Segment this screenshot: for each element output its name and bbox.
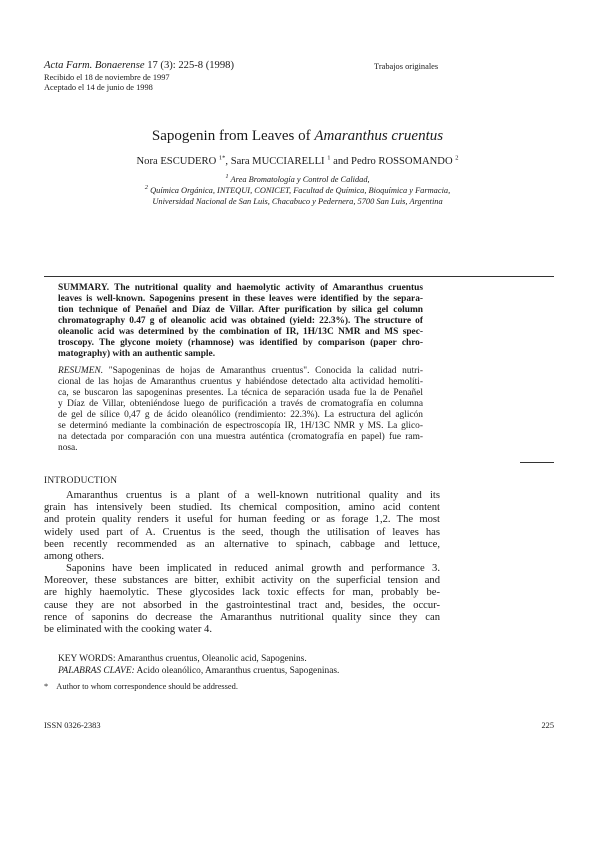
keywords-label: KEY WORDS: bbox=[58, 654, 116, 664]
accepted-date: Aceptado el 14 de junio de 1998 bbox=[44, 83, 153, 92]
paper-title bbox=[0, 127, 595, 145]
palabras-clave-text: Acido oleanólico, Amaranthus cruentus, Sapogeninas. bbox=[134, 666, 340, 676]
journal-citation bbox=[44, 60, 234, 73]
paragraph-line: Moreover, these substances are bitter, exhibit activity on the superficial tension and bbox=[44, 575, 440, 587]
author-affiliation-mark: 1* bbox=[218, 154, 226, 162]
summary-line: SUMMARY. The nutritional quality and haemolytic activity of Amaranthus cruentus bbox=[58, 283, 423, 293]
paragraph-line: been recently recommended as an alternative to spinach, cabbage and lettuce, bbox=[44, 538, 440, 550]
summary-label: SUMMARY. bbox=[58, 283, 110, 293]
affiliation-line bbox=[0, 186, 595, 196]
resumen-line: y Díaz de Villar, obteniéndose luego de purificación a través de cromatografía en columna bbox=[58, 399, 423, 409]
resumen-line: cional de las hojas de Amaranthus cruentus y habiéndose detectado alta actividad hemolíti- bbox=[58, 377, 423, 387]
footnote-mark: * bbox=[44, 682, 49, 691]
issn: ISSN 0326-2383 bbox=[44, 721, 101, 730]
summary-line: matography) with an authentic sample. bbox=[58, 349, 216, 359]
abstract-end-rule bbox=[520, 462, 554, 463]
affiliation-text: Area Bromatología y Control de Calidad, bbox=[228, 175, 370, 184]
paragraph-line: Amaranthus cruentus is a plant of a well-known nutritional quality and its bbox=[66, 490, 440, 501]
footnote bbox=[44, 682, 238, 692]
author-name: and Pedro ROSSOMANDO bbox=[330, 156, 456, 167]
resumen-line: RESUMEN. "Sapogeninas de hojas de Amaranthus cruentus". Conocida la calidad nutri- bbox=[58, 366, 423, 376]
title-text: Sapogenin from Leaves of bbox=[151, 128, 315, 144]
summary-block bbox=[58, 283, 423, 360]
resumen-block bbox=[58, 366, 423, 454]
resumen-line: na detectada por comparación con una muestra auténtica (cromatografía en papel) fue ram- bbox=[58, 432, 423, 442]
title-species: Amaranthus cruentus bbox=[314, 128, 444, 144]
resumen-line: ca, se buscaron las sapogeninas presentes. La técnica de separación usada fue la de Penañel bbox=[58, 388, 423, 398]
summary-line: oleanolic acid was determined by the combination of IR, 1H/13C NMR and MS spec- bbox=[58, 327, 423, 337]
affiliation-mark: 2 bbox=[144, 184, 149, 192]
footnote-text: Author to whom correspondence should be addressed. bbox=[56, 682, 238, 691]
paragraph-line: and protein quality renders it useful for human feeding or as forage 1,2. The most bbox=[44, 514, 440, 526]
keywords-text: Amaranthus cruentus, Oleanolic acid, Sapogenins. bbox=[115, 654, 307, 664]
section-label: Trabajos originales bbox=[374, 62, 439, 71]
author-affiliation-mark: 2 bbox=[455, 154, 459, 162]
resumen-line: nosa. bbox=[58, 443, 78, 453]
intro-paragraph bbox=[44, 490, 440, 563]
palabras-clave-line bbox=[58, 666, 339, 677]
abstract-top-rule bbox=[44, 276, 554, 277]
section-heading: INTRODUCTION bbox=[44, 476, 118, 486]
summary-line: tion technique of Penañel and Díaz de Villar. After purification by silica gel column bbox=[58, 305, 423, 315]
paragraph-line: widely used part of A. Cruentus is the seed, though the utilisation of leaves has bbox=[44, 526, 440, 538]
paragraph-line: rence of saponins do decrease the Amaranthus nutritional quality since they can bbox=[44, 611, 440, 623]
page-number: 225 bbox=[541, 721, 554, 730]
summary-line: troscopy. The glycone moiety (rhamnose) was identified by comparison (paper chro- bbox=[58, 338, 423, 348]
summary-line: chromatography 0.47 g of oleanolic acid was obtained (yield: 22.3%). The structure of bbox=[58, 316, 423, 326]
paragraph-line: Saponins have been implicated in reduced animal growth and performance 3. bbox=[66, 563, 440, 574]
palabras-clave-label: PALABRAS CLAVE: bbox=[58, 666, 135, 676]
received-date: Recibido el 18 de noviembre de 1997 bbox=[44, 73, 170, 82]
affiliation-mark: 1 bbox=[225, 173, 229, 181]
author-affiliation-mark: 1 bbox=[327, 154, 331, 162]
resumen-line: de gel de sílice 0,47 g de ácido oleanólico (rendimiento: 22.3%). La estructura del aglicón bbox=[58, 410, 423, 420]
author-name: , Sara MUCCIARELLI bbox=[225, 156, 328, 167]
paragraph-line: are highly haemolytic. These glycosides lack toxic effects for man, probably be- bbox=[44, 587, 440, 599]
summary-line: leaves is well-known. Sapogenins present in these leaves were identified by the separa- bbox=[58, 294, 423, 304]
paragraph-line: cause they are not absorbed in the gastrointestinal tract and, besides, the occur- bbox=[44, 599, 440, 611]
intro-paragraph bbox=[44, 563, 440, 636]
author-list bbox=[0, 156, 595, 169]
journal-name: Acta Farm. Bonaerense bbox=[44, 60, 145, 71]
affiliation-line bbox=[0, 197, 595, 207]
paragraph-line: among others. bbox=[44, 551, 105, 563]
resumen-label: RESUMEN. bbox=[58, 366, 104, 376]
keywords-line bbox=[58, 654, 307, 665]
affiliation-line bbox=[0, 175, 595, 185]
affiliation-text: Universidad Nacional de San Luis, Chacabuco y Pedernera, 5700 San Luis, Argentina bbox=[152, 197, 443, 206]
journal-volume: 17 (3): 225-8 (1998) bbox=[147, 60, 234, 71]
affiliation-text: Química Orgánica, INTEQUI, CONICET, Facultad de Química, Bioquímica y Farmacia, bbox=[148, 186, 451, 195]
paragraph-line: grain has intensively been studied. Its chemical composition, amino acid content bbox=[44, 502, 440, 514]
paragraph-line: be eliminated with the cooking water 4. bbox=[44, 624, 212, 636]
author-name: Nora ESCUDERO bbox=[136, 156, 219, 167]
resumen-line: se determinó mediante la combinación de espectroscopía IR, 1H/13C NMR y MS. La glico- bbox=[58, 421, 423, 431]
